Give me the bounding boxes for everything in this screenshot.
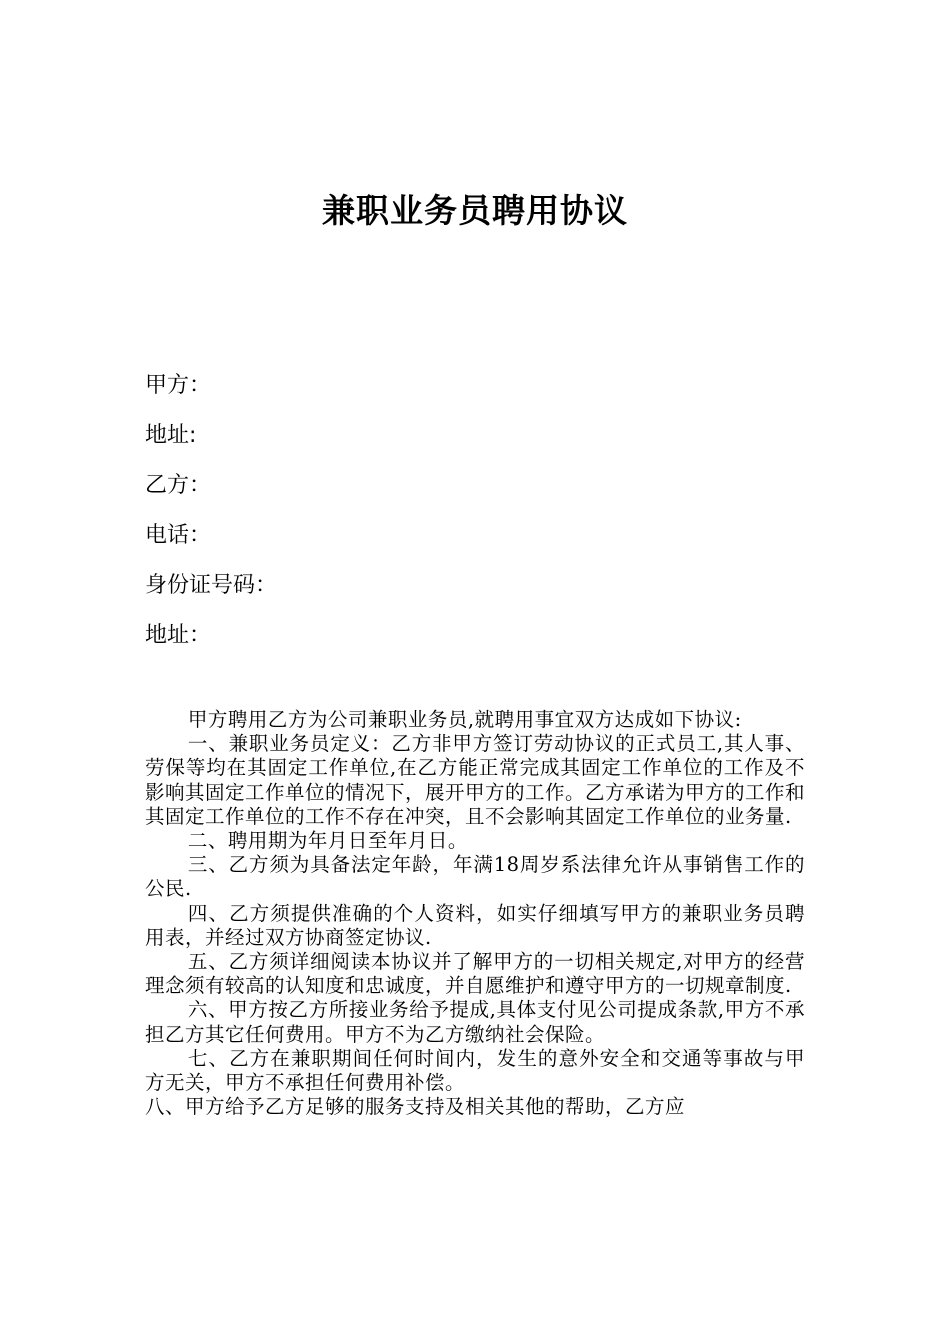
clause-3: 三、乙方须为具备法定年龄，年满18周岁系法律允许从事销售工作的公民. — [145, 853, 805, 901]
document-title: 兼职业务员聘用协议 — [322, 191, 628, 230]
party-b-address-field: 地址： — [145, 623, 212, 648]
clause-8: 八、甲方给予乙方足够的服务支持及相关其他的帮助，乙方应 — [145, 1095, 686, 1119]
phone-field: 电话： — [145, 523, 212, 548]
clause-4: 四、乙方须提供准确的个人资料，如实仔细填写甲方的兼职业务员聘用表，并经过双方协商签定协议. — [145, 901, 805, 949]
party-a-field: 甲方： — [145, 373, 212, 398]
id-number-field: 身份证号码： — [145, 573, 278, 598]
clause-7: 七、乙方在兼职期间任何时间内，发生的意外安全和交通等事故与甲方无关，甲方不承担任何费用补偿。 — [145, 1046, 805, 1095]
clause-1: 一、兼职业务员定义：乙方非甲方签订劳动协议的正式员工,其人事、劳保等均在其固定工作单位,在乙方能正常完成其固定工作单位的工作及不影响其固定工作单位的情况下，展开甲方的工作。乙方承诺为甲方的工作和其固定工作单位的工作不存在冲突，且不会影响其固定工作单位的业务量. — [145, 732, 806, 828]
party-info-fields — [145, 366, 805, 666]
agreement-body — [145, 708, 805, 1119]
clause-6: 六、甲方按乙方所接业务给予提成,具体支付见公司提成条款,甲方不承担乙方其它任何费用。甲方不为乙方缴纳社会保险。 — [145, 998, 805, 1046]
clause-5: 五、乙方须详细阅读本协议并了解甲方的一切相关规定,对甲方的经营理念须有较高的认知度和忠诚度，并自愿维护和遵守甲方的一切规章制度. — [145, 950, 805, 998]
intro-paragraph: 甲方聘用乙方为公司兼职业务员,就聘用事宜双方达成如下协议: — [187, 708, 742, 731]
clause-2: 二、聘用期为年月日至年月日。 — [187, 829, 468, 853]
party-a-address-field: 地址: — [145, 423, 197, 448]
party-b-field: 乙方： — [145, 473, 212, 498]
